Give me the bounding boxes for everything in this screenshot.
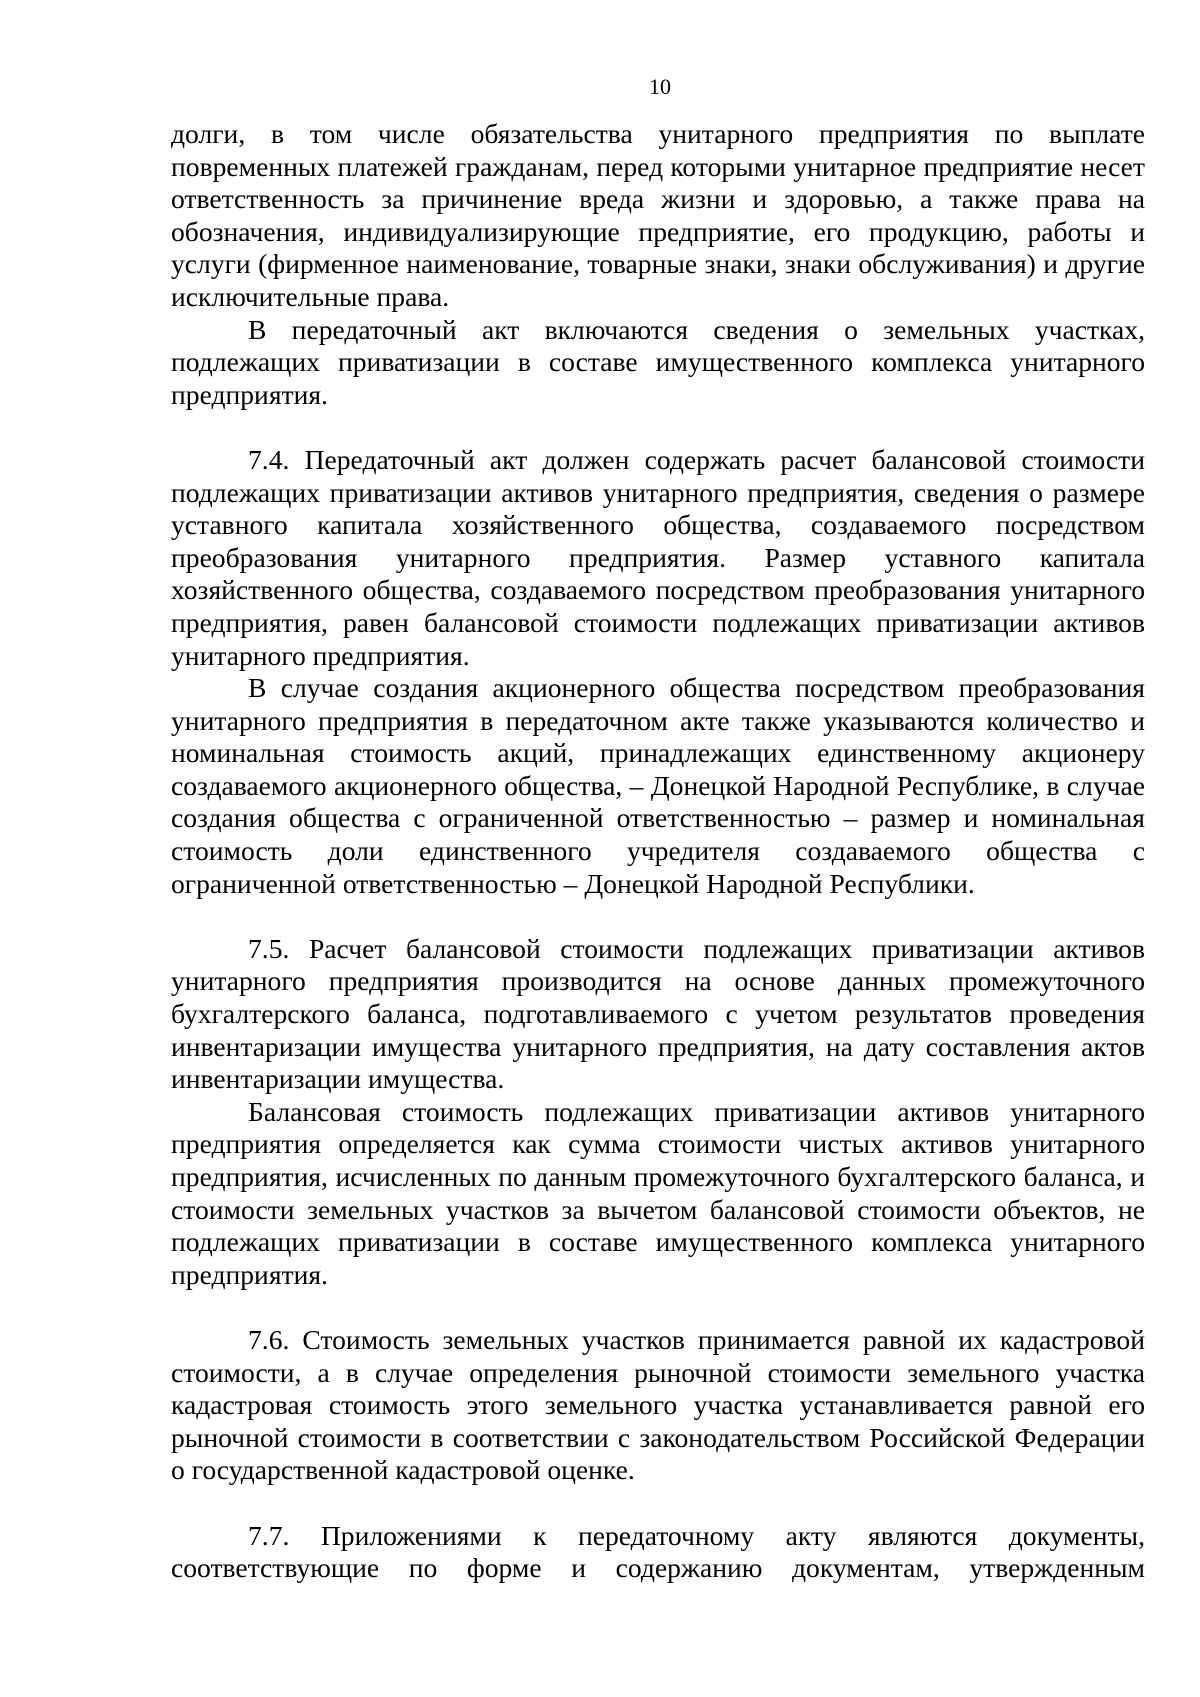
paragraph-section-7-5: 7.5. Расчет балансовой стоимости подлежащих приватизации активов унитарного предприятия производится на основе данных промежуточного бухгалтерского баланса, подготавливаемого с учетом результатов проведения инвентаризации имущества унитарного предприятия, на дату составления актов инвентаризации имущества.	[171, 932, 1145, 1095]
section-gap	[171, 900, 1145, 933]
paragraph-continued-from-previous-page: долги, в том числе обязательства унитарного предприятия по выплате повременных платежей гражданам, перед которыми унитарное предприятие несет ответственность за причинение вреда жизни и здоровью, а также права на обозначения, индивидуализирующие предприятие, его продукцию, работы и услуги (фирменное наименование, товарные знаки, знаки обслуживания) и другие исключительные права.	[171, 118, 1145, 312]
paragraph-section-7-4: 7.4. Передаточный акт должен содержать расчет балансовой стоимости подлежащих приватизации активов унитарного предприятия, сведения о размере уставного капитала хозяйственного общества, создаваемого посредством преобразования унитарного предприятия. Размер уставного капитала хозяйственного общества, создаваемого посредством преобразования унитарного предприятия, равен балансовой стоимости подлежащих приватизации активов унитарного предприятия.	[171, 443, 1145, 671]
section-gap	[171, 1291, 1145, 1324]
document-body	[171, 118, 1145, 1585]
page-number: 10	[649, 74, 671, 99]
paragraph-section-7-7: 7.7. Приложениями к передаточному акту являются документы, соответствующие по форме и содержанию документам, утвержденным	[171, 1519, 1145, 1584]
paragraph-joint-stock-company: В случае создания акционерного общества посредством преобразования унитарного предприятия в передаточном акте также указываются количество и номинальная стоимость акций, принадлежащих единственному акционеру создаваемого акционерного общества, – Донецкой Народной Республике, в случае создания общества с ограниченной ответственностью – размер и номинальная стоимость доли единственного учредителя создаваемого общества с ограниченной ответственностью – Донецкой Народной Республики.	[171, 672, 1145, 899]
paragraph-section-7-6: 7.6. Стоимость земельных участков принимается равной их кадастровой стоимости, а в случае определения рыночной стоимости земельного участка кадастровая стоимость этого земельного участка устанавливается равной его рыночной стоимости в соответствии с законодательством Российской Федерации о государственной кадастровой оценке.	[171, 1323, 1145, 1486]
paragraph-balance-value: Балансовая стоимость подлежащих приватизации активов унитарного предприятия определяется как сумма стоимости чистых активов унитарного предприятия, исчисленных по данным промежуточного бухгалтерского баланса, и стоимости земельных участков за вычетом балансовой стоимости объектов, не подлежащих приватизации в составе имущественного комплекса унитарного предприятия.	[171, 1095, 1145, 1290]
section-gap	[171, 411, 1145, 444]
section-gap	[171, 1487, 1145, 1520]
paragraph-transfer-act-land-plots: В передаточный акт включаются сведения о земельных участках, подлежащих приватизации в составе имущественного комплекса унитарного предприятия.	[171, 313, 1145, 410]
